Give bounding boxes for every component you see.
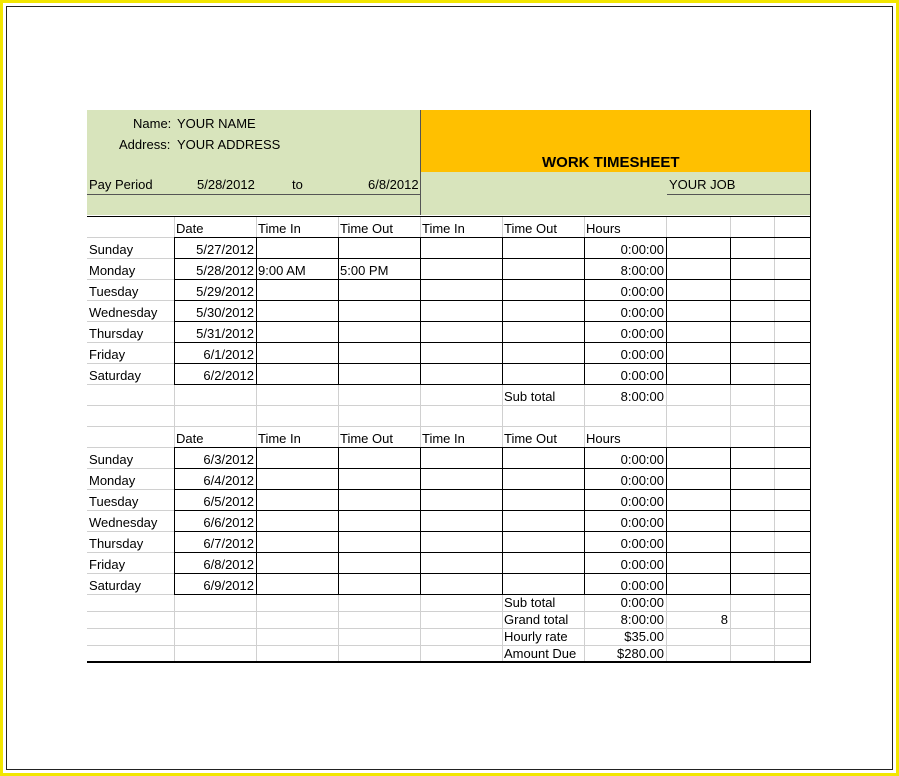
column-header: Hours — [586, 431, 621, 446]
day-label: Wednesday — [89, 515, 158, 530]
hours-cell: 0:00:00 — [620, 347, 664, 362]
summary-label: Amount Due — [504, 646, 577, 661]
day-label: Thursday — [89, 536, 144, 551]
sheet-right-border — [810, 110, 811, 662]
cell-border — [174, 552, 811, 553]
cell-border — [730, 237, 731, 384]
hours-cell: 0:00:00 — [620, 515, 664, 530]
time-in-cell[interactable] — [256, 447, 338, 468]
cell-border — [338, 237, 339, 384]
summary-extra: 8 — [720, 612, 728, 627]
time-out-cell[interactable] — [338, 510, 420, 531]
time-out-cell[interactable] — [338, 552, 420, 573]
to-label: to — [292, 177, 303, 192]
column-header: Date — [176, 221, 204, 236]
name-value[interactable]: YOUR NAME — [177, 116, 256, 131]
time-out-cell[interactable] — [338, 300, 420, 321]
cell-border — [420, 237, 421, 384]
day-label: Friday — [89, 557, 126, 572]
time-out-cell[interactable] — [502, 510, 584, 531]
time-out-cell[interactable]: 5:00 PM — [340, 263, 389, 278]
date-cell[interactable]: 6/5/2012 — [203, 494, 254, 509]
week2-row — [87, 468, 811, 489]
hours-cell: 0:00:00 — [620, 326, 664, 341]
job-value[interactable]: YOUR JOB — [669, 177, 736, 192]
day-label: Sunday — [89, 452, 134, 467]
date-cell[interactable]: 5/30/2012 — [196, 305, 254, 320]
time-in-cell[interactable] — [256, 510, 338, 531]
summary-row — [87, 628, 811, 645]
hours-cell: 0:00:00 — [620, 536, 664, 551]
week2-row — [87, 447, 811, 468]
cell-border — [174, 363, 811, 364]
week1-row — [87, 258, 811, 279]
week1-row — [87, 363, 811, 384]
week2-row — [87, 531, 811, 552]
summary-row — [87, 645, 811, 662]
date-cell[interactable]: 5/28/2012 — [196, 263, 254, 278]
hours-cell: 8:00:00 — [620, 263, 664, 278]
gridline — [774, 216, 775, 662]
summary-label: Grand total — [504, 612, 569, 627]
week1-subtotal-row — [87, 384, 811, 405]
time-in-cell[interactable] — [256, 573, 338, 594]
pay-period-start[interactable]: 5/28/2012 — [197, 177, 255, 192]
cell-border — [174, 531, 811, 532]
time-out-cell[interactable] — [338, 363, 420, 384]
address-value[interactable]: YOUR ADDRESS — [177, 137, 281, 152]
hours-cell: 0:00:00 — [620, 557, 664, 572]
date-cell[interactable]: 5/31/2012 — [196, 326, 254, 341]
date-cell[interactable]: 6/3/2012 — [203, 452, 254, 467]
time-in-cell[interactable] — [420, 510, 502, 531]
column-header: Hours — [586, 221, 621, 236]
cell-border — [174, 279, 811, 280]
summary-value: $35.00 — [624, 629, 664, 644]
timesheet — [87, 110, 811, 662]
cell-border — [174, 489, 811, 490]
cell-border — [502, 237, 503, 384]
time-in-cell[interactable] — [256, 342, 338, 363]
date-cell[interactable]: 6/8/2012 — [203, 557, 254, 572]
summary-value: $280.00 — [617, 646, 664, 661]
hours-cell: 0:00:00 — [620, 473, 664, 488]
hours-cell: 0:00:00 — [620, 284, 664, 299]
date-cell[interactable]: 5/27/2012 — [196, 242, 254, 257]
time-out-cell[interactable] — [338, 468, 420, 489]
date-cell[interactable]: 6/9/2012 — [203, 578, 254, 593]
summary-extra — [666, 594, 730, 611]
time-out-cell[interactable] — [338, 573, 420, 594]
day-label: Monday — [89, 473, 136, 488]
gridline — [87, 645, 811, 646]
column-header: Time Out — [504, 431, 557, 446]
time-in-cell[interactable] — [420, 447, 502, 468]
time-out-cell[interactable] — [502, 531, 584, 552]
hours-cell: 0:00:00 — [620, 452, 664, 467]
summary-extra — [666, 628, 730, 645]
cell-border — [256, 237, 257, 384]
time-in-cell[interactable] — [256, 237, 338, 258]
time-out-cell[interactable] — [502, 237, 584, 258]
summary-value: 8:00:00 — [620, 612, 664, 627]
cell-border — [174, 300, 811, 301]
week1-row — [87, 342, 811, 363]
week1-header-row — [87, 216, 811, 237]
day-label: Friday — [89, 347, 126, 362]
week2-row — [87, 510, 811, 531]
date-cell[interactable]: 6/1/2012 — [203, 347, 254, 362]
hours-cell: 0:00:00 — [620, 368, 664, 383]
time-in-cell[interactable] — [256, 300, 338, 321]
cell-border — [256, 447, 257, 594]
week2-row — [87, 552, 811, 573]
time-in-cell[interactable] — [420, 300, 502, 321]
summary-row — [87, 594, 811, 611]
header-bottom-border — [87, 216, 811, 217]
column-header: Time Out — [340, 431, 393, 446]
time-in-cell[interactable] — [420, 279, 502, 300]
time-out-cell[interactable] — [502, 552, 584, 573]
day-label: Saturday — [89, 578, 142, 593]
cell-border — [174, 237, 175, 384]
column-header: Time Out — [340, 221, 393, 236]
cell-border — [174, 447, 811, 448]
week2-header-row — [87, 426, 811, 447]
time-in-cell[interactable] — [420, 342, 502, 363]
job-underline — [667, 194, 811, 195]
cell-border — [666, 237, 667, 384]
day-label: Monday — [89, 263, 136, 278]
cell-border — [174, 321, 811, 322]
time-in-cell[interactable] — [256, 552, 338, 573]
summary-value: 0:00:00 — [620, 595, 664, 610]
gridline — [87, 628, 811, 629]
summary-label: Sub total — [504, 595, 556, 610]
time-out-cell[interactable] — [502, 300, 584, 321]
day-label: Thursday — [89, 326, 144, 341]
time-out-cell[interactable] — [502, 321, 584, 342]
name-label: Name: — [133, 116, 172, 131]
hours-cell: 0:00:00 — [620, 578, 664, 593]
date-cell[interactable]: 6/7/2012 — [203, 536, 254, 551]
cell-border — [584, 237, 585, 384]
week1-row — [87, 300, 811, 321]
blank-row — [87, 405, 811, 426]
pay-period-end[interactable]: 6/8/2012 — [368, 177, 419, 192]
cell-border — [174, 468, 811, 469]
column-header: Time Out — [504, 221, 557, 236]
gridline — [87, 611, 811, 612]
time-in-cell[interactable] — [256, 468, 338, 489]
time-out-cell[interactable] — [338, 237, 420, 258]
time-in-cell[interactable] — [420, 363, 502, 384]
hours-cell: 0:00:00 — [620, 305, 664, 320]
date-cell[interactable]: 6/6/2012 — [203, 515, 254, 530]
hours-cell: 0:00:00 — [620, 242, 664, 257]
cell-border — [420, 447, 421, 594]
gridline — [87, 405, 811, 406]
time-out-cell[interactable] — [502, 258, 584, 279]
time-in-cell[interactable] — [420, 489, 502, 510]
column-header: Time In — [258, 431, 301, 446]
cell-border — [174, 510, 811, 511]
time-out-cell[interactable] — [338, 342, 420, 363]
time-in-cell[interactable] — [420, 531, 502, 552]
pay-period-label: Pay Period — [89, 177, 153, 192]
summary-row — [87, 611, 811, 628]
date-cell[interactable]: 6/2/2012 — [203, 368, 254, 383]
time-in-cell[interactable] — [420, 237, 502, 258]
day-label: Saturday — [89, 368, 142, 383]
day-label: Tuesday — [89, 284, 139, 299]
time-out-cell[interactable] — [502, 573, 584, 594]
time-in-cell[interactable] — [420, 258, 502, 279]
time-out-cell[interactable] — [502, 489, 584, 510]
time-in-cell[interactable] — [256, 363, 338, 384]
sheet-bottom-border — [87, 661, 811, 663]
week2-row — [87, 573, 811, 594]
week2-row — [87, 489, 811, 510]
day-label: Sunday — [89, 242, 134, 257]
time-out-cell[interactable] — [338, 489, 420, 510]
cell-border — [174, 342, 811, 343]
day-label: Wednesday — [89, 305, 158, 320]
date-cell[interactable]: 5/29/2012 — [196, 284, 254, 299]
time-in-cell[interactable]: 9:00 AM — [258, 263, 306, 278]
subtotal-label: Sub total — [504, 389, 556, 404]
time-out-cell[interactable] — [338, 321, 420, 342]
column-header: Time In — [258, 221, 301, 236]
time-out-cell[interactable] — [502, 468, 584, 489]
cell-border — [666, 447, 667, 594]
column-header: Date — [176, 431, 204, 446]
cell-border — [174, 384, 811, 385]
column-header: Time In — [422, 431, 465, 446]
summary-label: Hourly rate — [504, 629, 568, 644]
cell-border — [174, 258, 811, 259]
column-header: Time In — [422, 221, 465, 236]
time-in-cell[interactable] — [420, 573, 502, 594]
gridline — [87, 426, 811, 427]
hours-cell: 0:00:00 — [620, 494, 664, 509]
time-in-cell[interactable] — [256, 279, 338, 300]
cell-border — [174, 237, 811, 238]
week1-row — [87, 237, 811, 258]
week1-row — [87, 321, 811, 342]
time-out-cell[interactable] — [502, 279, 584, 300]
time-in-cell[interactable] — [256, 321, 338, 342]
cell-border — [338, 447, 339, 594]
cell-border — [502, 447, 503, 594]
time-out-cell[interactable] — [338, 531, 420, 552]
cell-border — [584, 447, 585, 594]
address-label: Address: — [119, 137, 171, 152]
cell-border — [730, 447, 731, 594]
time-out-cell[interactable] — [338, 279, 420, 300]
time-out-cell[interactable] — [502, 363, 584, 384]
cell-border — [174, 594, 811, 595]
day-label: Tuesday — [89, 494, 139, 509]
time-in-cell[interactable] — [420, 552, 502, 573]
time-out-cell[interactable] — [338, 447, 420, 468]
time-in-cell[interactable] — [256, 489, 338, 510]
time-in-cell[interactable] — [256, 531, 338, 552]
time-in-cell[interactable] — [420, 468, 502, 489]
week1-row — [87, 279, 811, 300]
time-out-cell[interactable] — [502, 447, 584, 468]
time-out-cell[interactable] — [502, 342, 584, 363]
cell-border — [174, 447, 175, 594]
cell-border — [174, 573, 811, 574]
summary-extra — [666, 645, 730, 662]
subtotal-value: 8:00:00 — [620, 389, 664, 404]
sheet-title: WORK TIMESHEET — [542, 154, 680, 171]
date-cell[interactable]: 6/4/2012 — [203, 473, 254, 488]
time-in-cell[interactable] — [420, 321, 502, 342]
header-divider — [87, 194, 420, 195]
